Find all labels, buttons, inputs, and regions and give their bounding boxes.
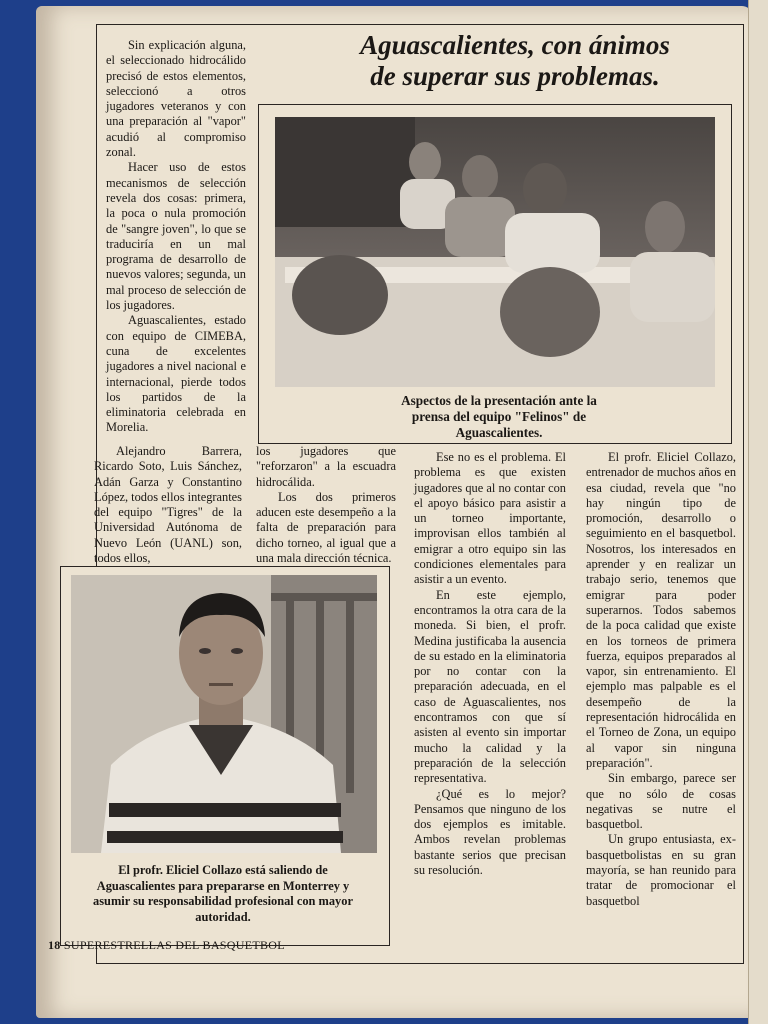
magazine-name: SUPERESTRELLAS DEL BASQUETBOL [63, 938, 285, 952]
paragraph: Aguascalientes, estado con equipo de CIMEBA, cuna de excelentes jugadores a nivel nacional e internacional, pierde todos los partidos de la eliminatoria celebrada en Morelia. [106, 313, 246, 435]
portrait-photo [71, 575, 377, 853]
column-b2 [256, 444, 396, 566]
column-b4 [586, 450, 736, 909]
paragraph: Hacer uso de estos mecanismos de selección revela dos cosas: primera, la poca o nula promoción de "sangre joven", lo que se traduciría en un mal programa de desarrollo de nuevos valores; segunda, un mal proceso de selección de los jugadores. [106, 160, 246, 313]
page-footer [48, 938, 285, 953]
adjacent-page-edge [748, 0, 768, 1024]
column-left-top [106, 38, 246, 436]
headline-line-1: Aguascalientes, con ánimos [360, 30, 670, 60]
caption-line: Aguascalientes. [455, 425, 543, 440]
press-conference-photo [275, 117, 715, 387]
paragraph: El profr. Eliciel Collazo, entrenador de muchos años en esa ciudad, revela que "no hay ningún tipo de promoción, desarrollo o seguimiento en el basquetbol. Nosotros, los interesados en aprender y en realizar un trabajo serio, tenemos que emigrar para poder superarnos. Todos sabemos de la poca calidad que existe en los torneos de primera fuerza, equipos preparados al vapor, sin entrenamiento. El ejemplo mas palpable es el desempeño de la representación hidrocálida en el Torneo de Zona, un equipo al vapor sin ninguna preparación". [586, 450, 737, 770]
article-headline [300, 30, 730, 92]
paragraph: En este ejemplo, encontramos la otra cara de la moneda. Si bien, el profr. Medina justificaba la ausencia de su estado en la eliminatoria por no contar con la preparación adecuada, en el caso de Aguascalientes, nos encontramos con que sí asisten al evento sin importar mucho la calidad y la preparación de la selección representativa. [414, 587, 566, 786]
press-photo-frame [258, 104, 732, 444]
paragraph: Alejandro Barrera, Ricardo Soto, Luis Sánchez, Adán Garza y Constantino López, todos ellos integrantes del equipo "Tigres" de la Universidad Autónoma de Nuevo León (UANL) son, todos ellos, [94, 444, 242, 566]
portrait-caption [73, 863, 373, 925]
caption-line: prensa del equipo "Felinos" de [411, 409, 587, 424]
caption-line: El profr. Eliciel Collazo está saliendo de [118, 863, 328, 877]
paragraph: Ese no es el problema. El problema es que existen jugadores que al no contar con el apoyo básico para asistir a un torneo importante, improvisan ellos también al emigrar a otro equipo sin las condiciones elementales para asistir a un evento. [414, 450, 566, 587]
caption-line: Aspectos de la presentación ante la [401, 393, 597, 408]
paragraph: los jugadores que "reforzaron" a la escuadra hidrocálida. [256, 444, 396, 489]
caption-line: autoridad. [195, 909, 251, 924]
caption-line: asumir su responsabilidad profesional con mayor [93, 894, 353, 908]
paragraph: Los dos primeros aducen este desempeño a la falta de preparación para dicho torneo, al igual que a una mala dirección técnica. [256, 489, 396, 566]
paragraph: Sin embargo, parece ser que no sólo de cosas negativas se nutre el basquetbol. [586, 771, 736, 832]
column-b3 [414, 450, 566, 878]
headline-line-2: de superar sus problemas. [370, 61, 660, 91]
column-b1 [94, 444, 242, 566]
portrait-photo-frame [60, 566, 390, 946]
page-number: 18 [48, 938, 61, 952]
paragraph: Sin explicación alguna, el seleccionado hidrocálido precisó de estos elementos, seleccionó a otros jugadores veteranos y con una preparación al "vapor" acudió al compromiso zonal. [106, 38, 246, 160]
paragraph: ¿Qué es lo mejor? Pensamos que ninguno de los dos ejemplos es imitable. Ambos revelan problemas bastante serios que precisan su resolución. [414, 786, 566, 878]
paragraph: Un grupo entusiasta, ex-basquetbolistas en su gran mayoría, se han reunido para tratar de promocionar el basquetbol [586, 832, 736, 908]
caption-line: Aguascalientes para prepararse en Monterrey y [96, 878, 350, 893]
press-photo-caption [369, 393, 629, 441]
